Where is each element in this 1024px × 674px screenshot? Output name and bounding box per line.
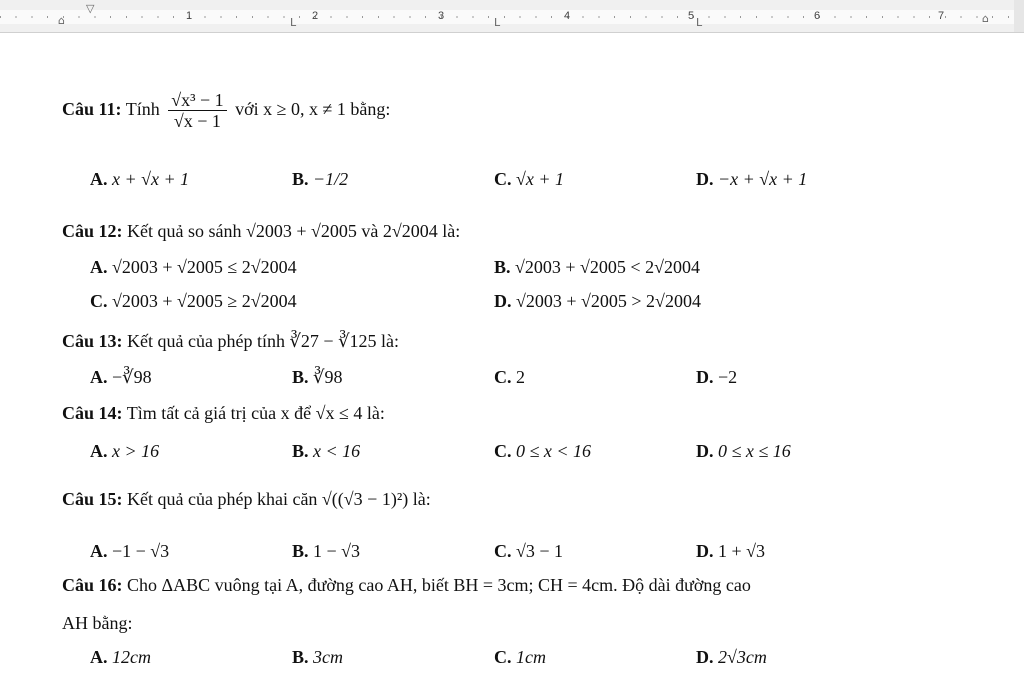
ruler-edge bbox=[1014, 0, 1024, 32]
question-label: Câu 12: bbox=[62, 221, 123, 241]
tab-stop-marker[interactable]: L bbox=[290, 16, 297, 29]
option-a: A. √2003 + √2005 ≤ 2√2004 bbox=[90, 257, 297, 277]
horizontal-ruler[interactable] bbox=[0, 0, 1024, 33]
question-text: Tính bbox=[125, 99, 160, 119]
option-b: B. 3cm bbox=[292, 647, 344, 667]
ruler-number: 6 bbox=[814, 10, 821, 22]
ruler-number: 2 bbox=[312, 10, 319, 22]
question-16-continued bbox=[62, 611, 133, 635]
document-page[interactable] bbox=[0, 33, 1024, 674]
question-text: Tìm tất cả giá trị của x để √x ≤ 4 là: bbox=[126, 403, 385, 423]
option-a: A. 12cm bbox=[90, 647, 151, 667]
ruler-number: 4 bbox=[564, 10, 571, 22]
option-a: A. −1 − √3 bbox=[90, 541, 170, 561]
first-line-indent-marker[interactable]: ▽ bbox=[86, 2, 95, 15]
ruler-number: 5 bbox=[688, 10, 695, 22]
tab-stop-marker[interactable]: L bbox=[494, 16, 501, 29]
option-c: C. √3 − 1 bbox=[494, 541, 564, 561]
option-b: B. √2003 + √2005 < 2√2004 bbox=[494, 257, 700, 277]
option-d: D. 2√3cm bbox=[696, 647, 767, 667]
option-b: B. 1 − √3 bbox=[292, 541, 361, 561]
left-indent-marker[interactable]: ⌂ bbox=[58, 14, 65, 27]
question-16 bbox=[62, 573, 751, 597]
question-text: AH bằng: bbox=[62, 613, 133, 633]
option-d: D. 0 ≤ x ≤ 16 bbox=[696, 441, 791, 461]
question-label: Câu 14: bbox=[62, 403, 123, 423]
question-label: Câu 11: bbox=[62, 99, 122, 119]
question-15 bbox=[62, 481, 431, 517]
option-b: B. ∛98 bbox=[292, 367, 343, 387]
fraction-numerator: √x³ − 1 bbox=[168, 90, 226, 111]
question-14 bbox=[62, 401, 385, 425]
tab-stop-marker[interactable]: L bbox=[696, 16, 703, 29]
question-11 bbox=[62, 89, 390, 131]
option-b: B. −1/2 bbox=[292, 169, 349, 189]
ruler-scale bbox=[0, 10, 1024, 24]
ruler-number: 1 bbox=[186, 10, 193, 22]
ruler-number: 3 bbox=[438, 10, 445, 22]
option-c: C. 0 ≤ x < 16 bbox=[494, 441, 592, 461]
question-label: Câu 13: bbox=[62, 331, 123, 351]
option-c: C. √x + 1 bbox=[494, 169, 565, 189]
option-c: C. √2003 + √2005 ≥ 2√2004 bbox=[90, 291, 297, 311]
question-text: Cho ΔABC vuông tại A, đường cao AH, biết BH = 3cm; CH = 4cm. Độ dài đường cao bbox=[127, 575, 751, 595]
option-c: C. 1cm bbox=[494, 647, 546, 667]
question-text: Kết quả của phép tính ∛27 − ∛125 là: bbox=[127, 331, 400, 351]
right-indent-marker[interactable]: ⌂ bbox=[982, 12, 989, 25]
fraction-denominator: √x − 1 bbox=[173, 111, 221, 132]
option-a: A. −∛98 bbox=[90, 367, 152, 387]
question-text: Kết quả so sánh √2003 + √2005 và 2√2004 là: bbox=[127, 221, 461, 241]
fraction bbox=[168, 90, 226, 131]
option-a: A. x > 16 bbox=[90, 441, 160, 461]
question-label: Câu 16: bbox=[62, 575, 123, 595]
ruler-number: 7 bbox=[938, 10, 945, 22]
option-d: D. −x + √x + 1 bbox=[696, 169, 808, 189]
option-d: D. −2 bbox=[696, 367, 738, 387]
option-b: B. x < 16 bbox=[292, 441, 361, 461]
option-c: C. 2 bbox=[494, 367, 525, 387]
question-13 bbox=[62, 329, 399, 353]
option-d: D. 1 + √3 bbox=[696, 541, 766, 561]
option-a: A. x + √x + 1 bbox=[90, 169, 190, 189]
question-text: Kết quả của phép khai căn √((√3 − 1)²) là: bbox=[127, 489, 431, 509]
question-label: Câu 15: bbox=[62, 489, 123, 509]
question-text: với x ≥ 0, x ≠ 1 bằng: bbox=[235, 99, 391, 119]
question-12 bbox=[62, 219, 460, 243]
option-d: D. √2003 + √2005 > 2√2004 bbox=[494, 291, 701, 311]
